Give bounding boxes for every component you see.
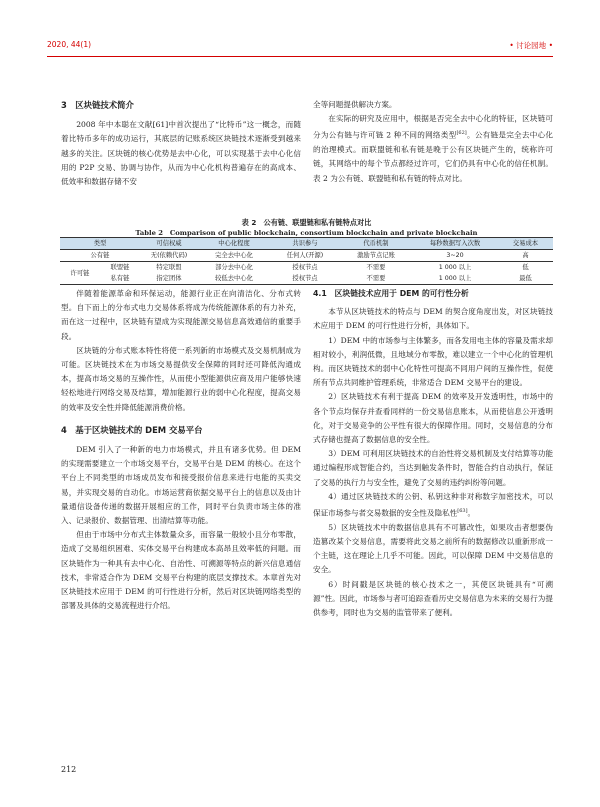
col-header: 代币机制 — [363, 240, 389, 247]
section-4-heading: 4 基于区块链技术的 DEM 交易平台 — [61, 424, 203, 435]
col-header: 类型 — [93, 240, 107, 247]
column-bottom-left — [61, 287, 301, 613]
table-row: 许可链 联盟链 特定联盟 部分去中心化 授权节点 不需要 1 000 以上 低 — [60, 262, 553, 274]
citation: [63] — [457, 508, 468, 515]
paragraph: 伴随着能源革命和环保运动，能源行业正在向清洁化、分布式转型。自下而上的分布式电力交易体系将成为传统能源体系的有力补充，而在这一过程中，区块链有望成为实现能源交易信息高效通信的重要手段。 — [61, 289, 301, 341]
group-label: 许可链 — [60, 262, 100, 285]
section-3-heading: 3 区块链技术简介 — [61, 100, 134, 110]
running-header — [47, 40, 553, 53]
table-row: 私有链 指定团体 较低去中心化 授权节点 不需要 1 000 以上 最低 — [60, 273, 553, 285]
col-header: 可信权威 — [156, 240, 182, 247]
column-name: • 讨论园地 • — [509, 41, 553, 50]
page-number: 212 — [61, 765, 77, 774]
comparison-table — [60, 237, 553, 285]
col-header: 中心化程度 — [218, 240, 250, 247]
col-header: 每秒数据写入次数 — [429, 240, 481, 247]
col-header: 交易成本 — [512, 240, 539, 247]
list-item: 4）通过区块链技术的公钥、私钥这种非对称数字加密技术，可以保证市场参与者交易数据的安全性及隐私性[63]。 — [313, 491, 553, 518]
table-header-row — [60, 238, 553, 250]
paragraph: DEM 引入了一种新的电力市场模式，并且有诸多优势。但 DEM 的实现需要建立一个市场交易平台，交易平台是 DEM 的核心。在这个平台上不同类型的市场成员发布和接受报价信息来进行电能的买卖交易，并实现交易的自动化。市场运营商依据交易平台上的信息以及由计量通信设备传递的数据开展相应的工作，同时平台负责市场主体的准入、记录报价、数据管理、出清结算等功能。 — [61, 445, 301, 526]
journal-volume: 2020, 44(1) — [47, 40, 92, 49]
header-rule — [47, 56, 553, 57]
list-item: 6）时间戳是区块链的核心技术之一，其使区块链具有“可溯源”性。因此，市场参与者可追踪查看历史交易信息为未来的交易行为提供参考，同时也为交易的监管带来了便利。 — [313, 579, 553, 617]
column-bottom-right — [313, 287, 553, 620]
paragraph: 但由于市场中分布式主体数量众多，而容量一般较小且分布零散，造成了交易组织困难、实体交易平台构建成本高昂且效率低的问题。而区块链作为一种具有去中心化、自治性、可溯源等特点的新兴信息通信技术，非常适合作为 DEM 交易平台构建的底层支撑技术。本章首先对区块链技术应用于 DEM 的可行性进行分析，然后对区块链网络类型的部署及具体的交易流程进行介绍。 — [61, 530, 301, 611]
table-caption-cn: 表 2 公有链、联盟链和私有链特点对比 — [241, 218, 372, 227]
list-item: 1）DEM 中的市场参与主体繁多，而各发用电主体的容量及需求却相对较小，利润低微，且地域分布零散，难以建立一个中心化的管理机构。而区块链技术的弱中心化特性可提高不同用户间的互操作性，促使所有节点共同维护管理系统，非常适合 DEM 交易平台的建设。 — [313, 335, 553, 388]
paragraph: 2008 年中本聪在文献[61]中首次提出了“比特币”这一概念，而随着比特币多年的成功运行，其底层的记账系统区块链技术逐渐受到越来越多的关注。区块链的核心优势是去中心化，可以实现基于去中心化信用的 P2P 交易、协调与协作，从而为中心化机构普遍存在的高成本、低效率和数据存储不安 — [61, 120, 301, 187]
table-caption-en: Table 2 Comparison of public blockchain, consortium blockchain and private blockchain — [135, 229, 478, 237]
list-item: 2）区块链技术有利于提高 DEM 的效率及开发透明性，市场中的各个节点均保存并查看同样的一份交易信息账本，从而使信息公开透明化，对于交易竞争的公平性有很大的保障作用。同时，交易信息的分布式存储也提高了数据信息的安全性。 — [313, 392, 553, 445]
column-top-right — [313, 98, 553, 186]
column-top-left — [61, 98, 301, 189]
paragraph: 区块链的分布式账本特性将使一系列新的市场模式及交易机制成为可能。区块链技术在为市场交易提供安全保障的同时还可降低沟通成本，提高市场交易的互操作性，从而使小型能源供应商及用户能够快速轻松地进行网络交易及结算，增加能源行业的弱中心化程度，提高交易的效率及安全性并降低能源消费价格。 — [61, 345, 301, 412]
paragraph: 在实际的研究及应用中，根据是否完全去中心化的特征，区块链可分为公有链与许可链 2 种不同的网络类型[62]。公有链是完全去中心化的治理模式。而联盟链和私有链是晚于公有区块链产生的，统称许可链，其网络中的每个节点都经过许可，它们仍具有中心化的信任机制。表 2 为公有链、联盟链和私有链的特点对比。 — [313, 114, 553, 183]
list-item: 5）区块链技术中的数据信息具有不可篡改性，如果攻击者想要伪造篡改某个交易信息，需要将此交易之前所有的数据修改以重新形成一个主链，这在理论上几乎不可能。因此，可以保障 DEM 中交易信息的安全。 — [313, 522, 553, 575]
paragraph-continued: 全等问题提供解决方案。 — [313, 100, 397, 109]
citation: [62] — [456, 130, 467, 137]
list-item: 3）DEM 可利用区块链技术的自治性将交易机制及支付结算等功能通过编程形成智能合约，当达到触发条件时，智能合约自动执行，保证了交易的执行力与安全性，避免了交易的违约纠纷等问题。 — [313, 449, 553, 487]
col-header: 共识参与 — [292, 240, 318, 247]
paragraph: 本节从区块链技术的特点与 DEM 的契合度角度出发，对区块链技术应用于 DEM 的可行性进行分析，具体如下。 — [313, 307, 553, 331]
section-4-1-heading: 4.1 区块链技术应用于 DEM 的可行性分析 — [313, 289, 469, 298]
table-row: 公有链 无(依赖代码) 完全去中心化 任何人(开源) 激励节点记账 3~20 高 — [60, 250, 553, 262]
table-caption — [60, 218, 553, 238]
